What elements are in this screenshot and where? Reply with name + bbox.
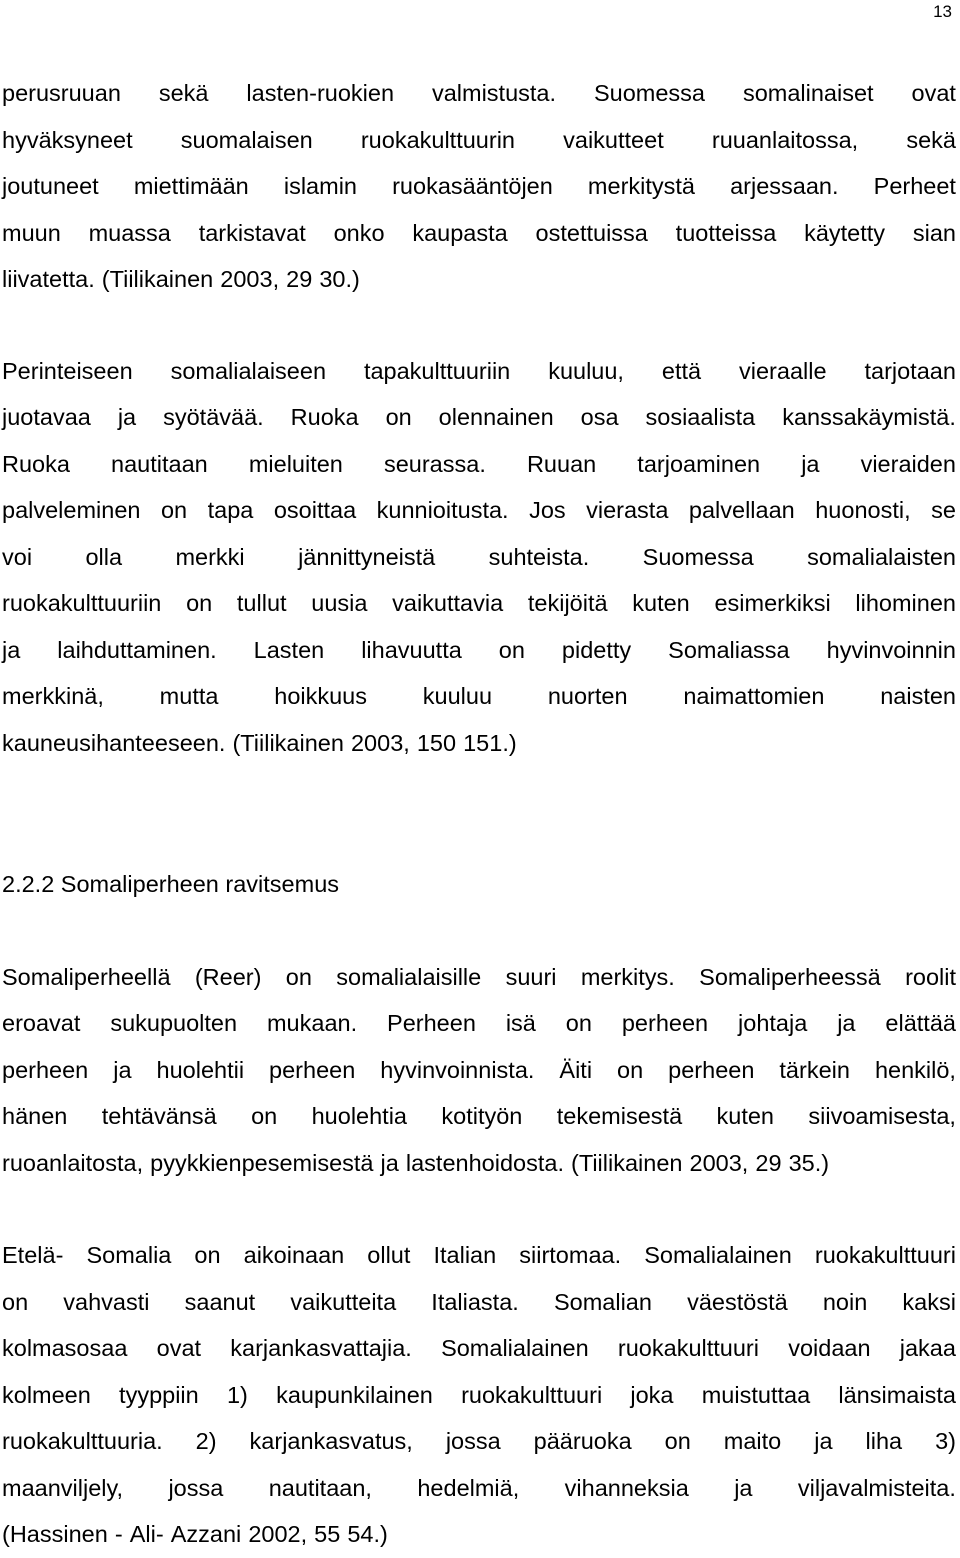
- text-line: ja laihduttaminen. Lasten lihavuutta on pidetty Somaliassa hyvinvoinnin: [2, 636, 956, 663]
- text-line: merkkinä, mutta hoikkuus kuuluu nuorten naimattomien naisten: [2, 683, 956, 709]
- text-line: perheen ja huolehtii perheen hyvinvoinnista. Äiti on perheen tärkein henkilö,: [2, 1056, 956, 1083]
- text-line: kolmeen tyyppiin 1) kaupunkilainen ruokakulttuuri joka muistuttaa länsimaista: [2, 1381, 956, 1408]
- text-line: voi olla merkki jännittyneistä suhteista. Suomessa somalialaisten: [2, 543, 956, 570]
- paragraph-2: [2, 348, 956, 767]
- text-line: hyväksyneet suomalaisen ruokakulttuurin vaikutteet ruuanlaitossa, sekä: [2, 126, 956, 153]
- text-line: on vahvasti saanut vaikutteita Italiasta. Somalian väestöstä noin kaksi: [2, 1288, 956, 1315]
- text-line: Ruoka nautitaan mieluiten seurassa. Ruuan tarjoaminen ja vieraiden: [2, 450, 956, 477]
- document-body: [2, 70, 956, 1558]
- text-line: liivatetta. (Tiilikainen 2003, 29 30.): [2, 266, 360, 292]
- section-heading: 2.2.2 Somaliperheen ravitsemus: [2, 871, 340, 897]
- text-line: (Hassinen - Ali- Azzani 2002, 55 54.): [2, 1521, 388, 1547]
- text-line: Perinteiseen somalialaiseen tapakulttuuriin kuuluu, että vieraalle tarjotaan: [2, 357, 956, 384]
- page-number: 13: [933, 2, 952, 21]
- text-line: maanviljely, jossa nautitaan, hedelmiä, vihanneksia ja viljavalmisteita.: [2, 1474, 956, 1501]
- text-line: Etelä- Somalia on aikoinaan ollut Italian siirtomaa. Somalialainen ruokakulttuuri: [2, 1242, 956, 1268]
- text-line: palveleminen on tapa osoittaa kunnioitusta. Jos vierasta palvellaan huonosti, se: [2, 497, 956, 523]
- text-line: ruokakulttuuria. 2) karjankasvatus, jossa pääruoka on maito ja liha 3): [2, 1428, 956, 1454]
- text-line: kauneusihanteeseen. (Tiilikainen 2003, 150 151.): [2, 729, 517, 756]
- text-line: Somaliperheellä (Reer) on somalialaisille suuri merkitys. Somaliperheessä roolit: [2, 963, 956, 990]
- text-line: ruoanlaitosta, pyykkienpesemisestä ja lastenhoidosta. (Tiilikainen 2003, 29 35.): [2, 1149, 830, 1176]
- paragraph-3: [2, 954, 956, 1187]
- paragraph-4: [2, 1232, 956, 1558]
- text-line: ruokakulttuuriin on tullut uusia vaikuttavia tekijöitä kuten esimerkiksi lihominen: [2, 590, 956, 616]
- text-line: juotavaa ja syötävää. Ruoka on olennainen osa sosiaalista kanssakäymistä.: [2, 404, 956, 430]
- text-line: kolmasosaa ovat karjankasvattajia. Somalialainen ruokakulttuuri voidaan jakaa: [2, 1335, 956, 1361]
- paragraph-1: [2, 70, 956, 303]
- text-line: perusruuan sekä lasten-ruokien valmistusta. Suomessa somalinaiset ovat: [2, 80, 956, 106]
- text-line: hänen tehtävänsä on huolehtia kotityön tekemisestä kuten siivoamisesta,: [2, 1103, 956, 1129]
- text-line: eroavat sukupuolten mukaan. Perheen isä on perheen johtaja ja elättää: [2, 1010, 956, 1036]
- text-line: muun muassa tarkistavat onko kaupasta ostettuissa tuotteissa käytetty sian: [2, 219, 956, 246]
- text-line: joutuneet miettimään islamin ruokasääntöjen merkitystä arjessaan. Perheet: [2, 173, 956, 199]
